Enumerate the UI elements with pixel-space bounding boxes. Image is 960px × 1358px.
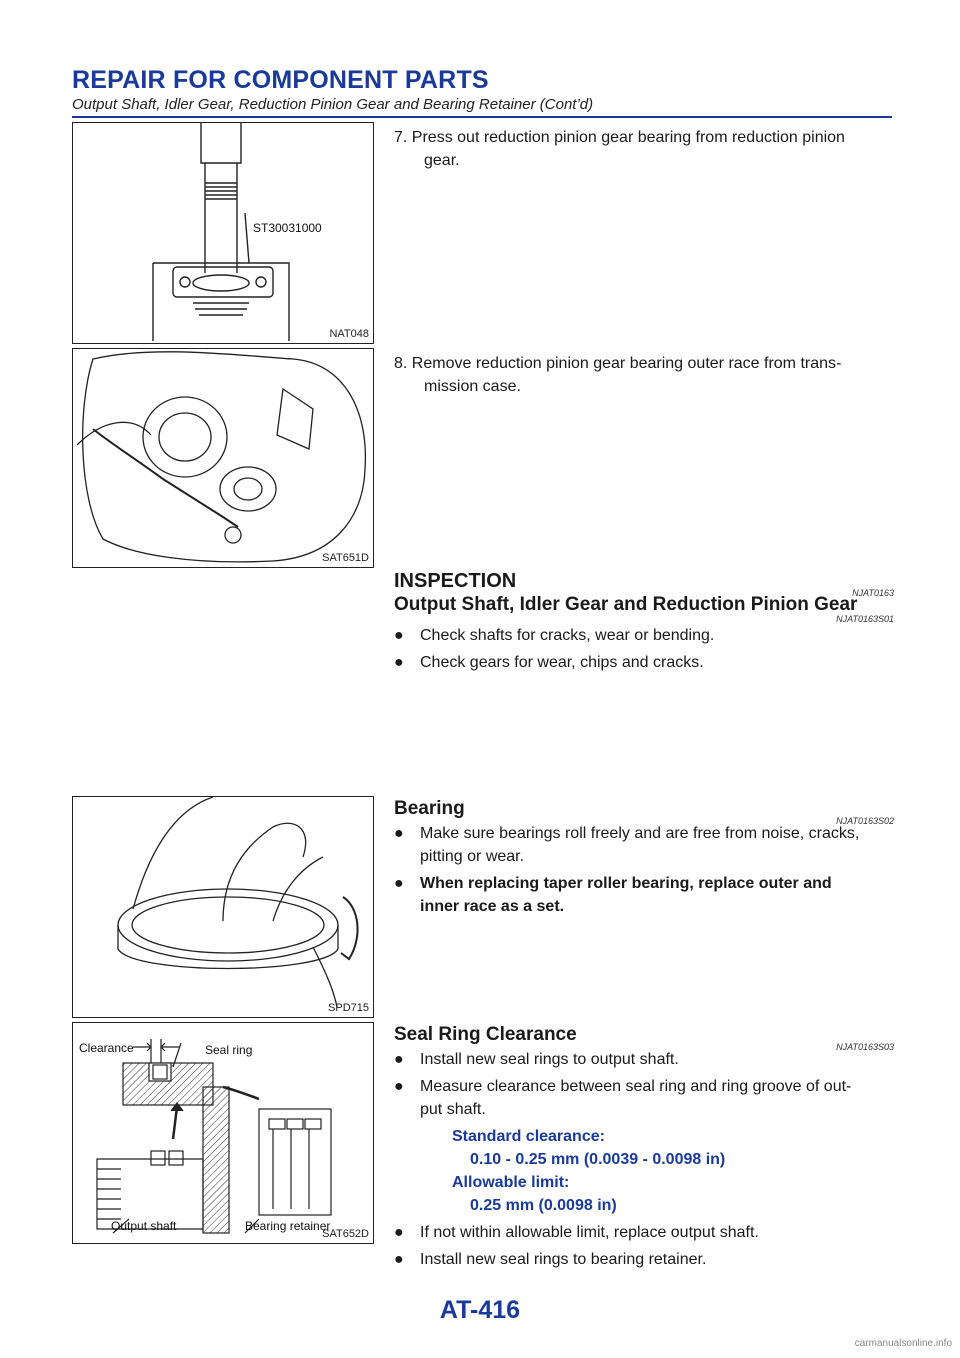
label-seal-ring: Seal ring: [205, 1043, 253, 1057]
bullet-item: [394, 822, 894, 868]
step-8: [394, 352, 894, 398]
bullet-item: [394, 624, 894, 647]
bullet-text-line2: inner race as a set.: [420, 898, 565, 915]
step-text-line2: gear.: [424, 152, 460, 169]
figure-seal-ring-clearance: [72, 1022, 374, 1244]
label-clearance: Clearance: [79, 1041, 134, 1055]
allowable-limit-value: 0.25 mm (0.0098 in): [470, 1197, 617, 1214]
bearing-bullets: [394, 822, 894, 922]
figure-transmission-case: [72, 348, 374, 568]
bullet-item: [394, 1075, 894, 1121]
standard-clearance-value: 0.10 - 0.25 mm (0.0039 - 0.0098 in): [470, 1151, 726, 1168]
bullet-text-line1: Make sure bearings roll freely and are free from noise, cracks,: [420, 825, 860, 842]
watermark: carmanualsonline.info: [854, 1338, 952, 1349]
page-number: AT-416: [439, 1296, 521, 1324]
inspection-heading: INSPECTION: [394, 570, 517, 592]
bullet-text: If not within allowable limit, replace output shaft.: [420, 1224, 759, 1241]
bullet-text-line2: put shaft.: [420, 1101, 486, 1118]
header-divider: [72, 116, 892, 118]
step-text-line2: mission case.: [424, 378, 521, 395]
bullet-item: [394, 651, 894, 674]
shaft-gear-ref-code: NJAT0163S01: [836, 614, 894, 624]
bullet-mark: ●: [394, 1251, 404, 1268]
step-7: [394, 126, 894, 172]
bullet-item: [394, 1221, 894, 1244]
bullet-mark: ●: [394, 654, 404, 671]
figure-bearing: [72, 796, 374, 1018]
bullet-text-line1: When replacing taper roller bearing, replace outer and: [420, 875, 832, 892]
bullet-mark: ●: [394, 875, 404, 892]
figure-press-tool: [72, 122, 374, 344]
shaft-gear-heading: Output Shaft, Idler Gear and Reduction Pinion Gear: [394, 594, 858, 615]
bullet-text: Check shafts for cracks, wear or bending.: [420, 627, 715, 644]
press-tool-illustration: [73, 123, 373, 343]
shaft-gear-bullets: [394, 624, 894, 678]
bearing-heading: Bearing: [394, 798, 465, 819]
bearing-ref-code: NJAT0163S02: [836, 816, 894, 826]
tool-number-label: ST30031000: [253, 221, 322, 235]
step-text-line1: Press out reduction pinion gear bearing from reduction pinion: [411, 129, 845, 146]
label-bearing-retainer: Bearing retainer: [245, 1219, 331, 1233]
step-number: 7.: [394, 129, 408, 146]
page-subtitle: Output Shaft, Idler Gear, Reduction Pinion Gear and Bearing Retainer (Cont’d): [72, 96, 594, 113]
allowable-limit-label: Allowable limit:: [452, 1174, 570, 1191]
figure-code: SAT651D: [322, 552, 369, 564]
standard-clearance-label: Standard clearance:: [452, 1128, 605, 1145]
inspection-ref-code: NJAT0163: [852, 588, 894, 598]
transmission-case-illustration: [73, 349, 373, 567]
bullet-mark: ●: [394, 825, 404, 842]
bullet-mark: ●: [394, 1078, 404, 1095]
bullet-text-line1: Measure clearance between seal ring and ring groove of out-: [420, 1078, 852, 1095]
bullet-mark: ●: [394, 1224, 404, 1241]
bullet-text: Install new seal rings to output shaft.: [420, 1051, 679, 1068]
bullet-mark: ●: [394, 627, 404, 644]
step-text-line1: Remove reduction pinion gear bearing outer race from trans-: [411, 355, 842, 372]
figure-code: SAT652D: [322, 1228, 369, 1240]
bullet-text-line2: pitting or wear.: [420, 848, 525, 865]
figure-code: SPD715: [328, 1002, 369, 1014]
seal-ring-content: [394, 1048, 894, 1275]
figure-code: NAT048: [329, 328, 369, 340]
bearing-illustration: [73, 797, 373, 1017]
bullet-mark: ●: [394, 1051, 404, 1068]
bullet-item: [394, 1248, 894, 1271]
bullet-text: Install new seal rings to bearing retainer.: [420, 1251, 707, 1268]
page-title: REPAIR FOR COMPONENT PARTS: [72, 66, 489, 94]
seal-ring-ref-code: NJAT0163S03: [836, 1042, 894, 1052]
label-output-shaft: Output shaft: [111, 1219, 177, 1233]
bullet-item: [394, 872, 894, 918]
step-number: 8.: [394, 355, 408, 372]
bullet-item: [394, 1048, 894, 1071]
bullet-text: Check gears for wear, chips and cracks.: [420, 654, 704, 671]
seal-ring-heading: Seal Ring Clearance: [394, 1024, 577, 1045]
